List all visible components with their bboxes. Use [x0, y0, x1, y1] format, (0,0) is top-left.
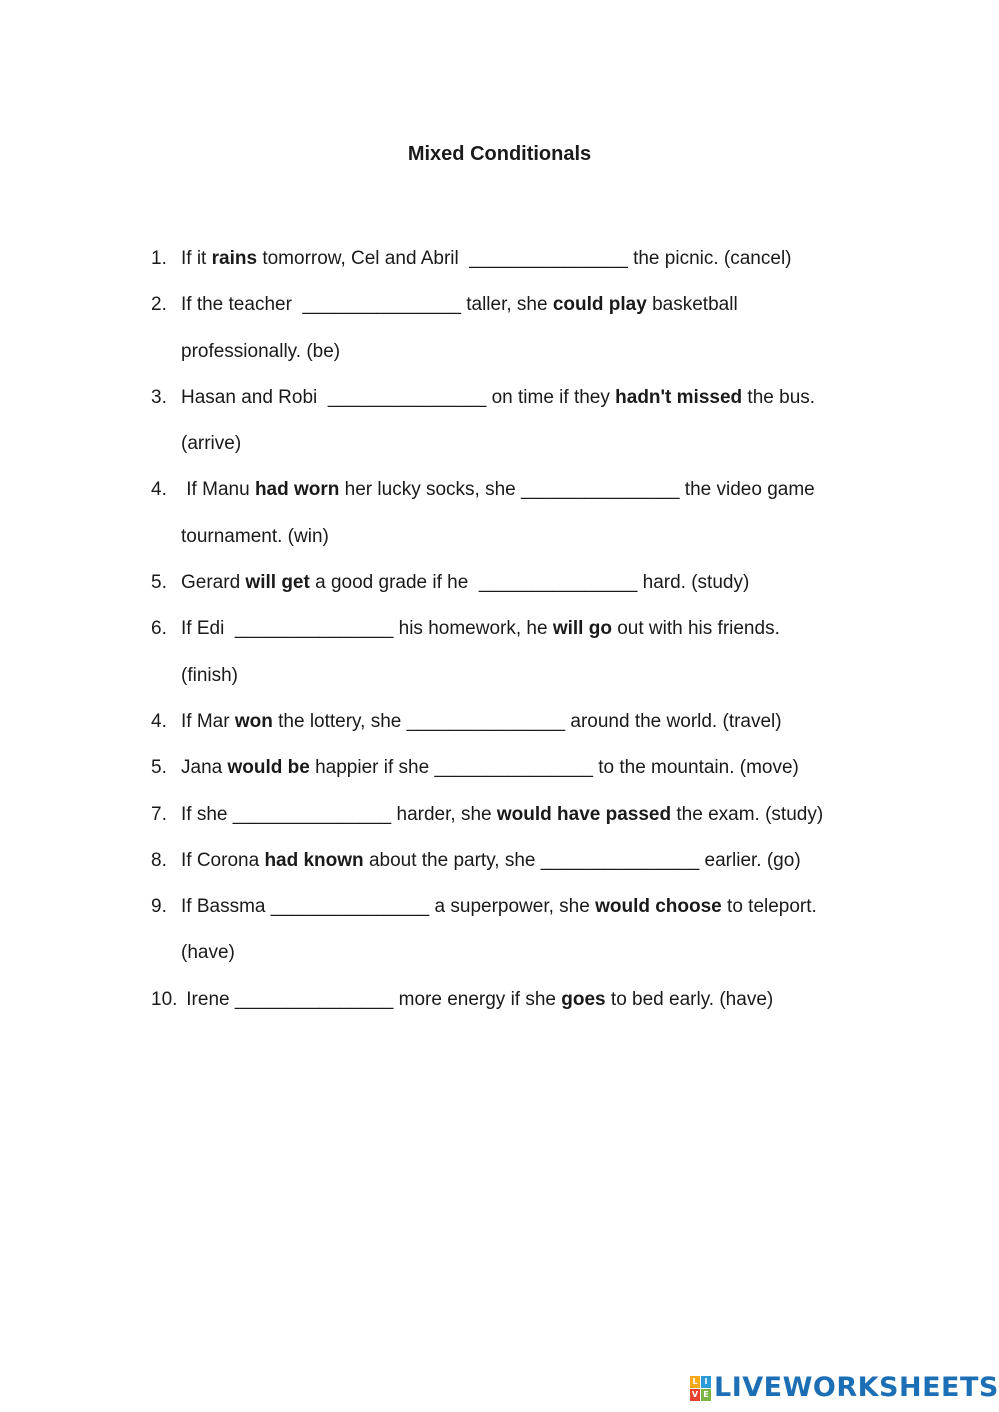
sentence-text: basketball: [646, 294, 738, 316]
question-number: 5.: [151, 757, 167, 779]
question-number: 10.: [151, 988, 178, 1010]
question-number: 9.: [151, 896, 167, 918]
question-line: [181, 329, 891, 375]
sentence-text: If Bassma _______________ a superpower, she: [181, 896, 596, 918]
verb-phrase: would have passed: [496, 803, 672, 825]
verb-phrase: had known: [264, 849, 364, 871]
verb-phrase: rains: [211, 248, 258, 269]
question-line: [181, 514, 891, 560]
question-item: [151, 699, 891, 745]
question-line: [181, 930, 891, 976]
verb-phrase: hadn't missed: [615, 386, 743, 408]
question-line: [181, 884, 891, 930]
logo-letter: I: [701, 1376, 711, 1388]
question-line: [181, 606, 891, 652]
sentence-text: to bed early. (have): [605, 988, 774, 1010]
question-item: [151, 606, 891, 699]
sentence-text: out with his friends.: [611, 618, 780, 640]
question-line: [181, 467, 891, 513]
sentence-text: (have): [181, 942, 235, 964]
question-text: [181, 375, 891, 468]
sentence-text: If Manu: [181, 479, 255, 501]
question-number: 3.: [151, 386, 167, 408]
question-text: [181, 745, 891, 791]
logo-letter: L: [690, 1376, 700, 1388]
question-number: 7.: [151, 803, 167, 825]
page-title: Mixed Conditionals: [407, 143, 592, 165]
question-text: [181, 699, 891, 745]
sentence-text: (arrive): [181, 433, 242, 455]
sentence-text: professionally. (be): [181, 340, 341, 362]
question-line: [181, 236, 891, 282]
question-text: [181, 838, 891, 884]
verb-phrase: had worn: [254, 479, 340, 501]
question-item: [151, 236, 891, 282]
question-line: [181, 838, 891, 884]
sentence-text: If she _______________ harder, she: [181, 803, 497, 825]
sentence-text: the lottery, she _______________ around the world. (travel): [272, 710, 782, 732]
sentence-text: tournament. (win): [181, 525, 329, 547]
question-line: [181, 699, 891, 745]
logo-text: LIVEWORKSHEETS: [714, 1372, 999, 1403]
question-line: [181, 560, 891, 606]
sentence-text: If Corona: [181, 849, 265, 871]
question-line: [181, 282, 891, 328]
question-number: 2.: [151, 294, 167, 316]
sentence-text: If Edi _______________ his homework, he: [181, 618, 553, 640]
question-item: [151, 375, 891, 468]
sentence-text: (finish): [181, 664, 239, 686]
question-list: [151, 236, 891, 1023]
question-line: [181, 653, 891, 699]
question-text: [181, 792, 891, 838]
question-number: 8.: [151, 849, 167, 871]
question-item: [151, 792, 891, 838]
sentence-text: Hasan and Robi _______________ on time if they: [181, 386, 616, 408]
question-line: [181, 421, 891, 467]
sentence-text: tomorrow, Cel and Abril _______________ the picnic. (cancel): [257, 248, 792, 269]
question-line: [181, 745, 891, 791]
verb-phrase: goes: [561, 988, 606, 1010]
logo-letter: E: [701, 1389, 711, 1401]
logo-mark-icon: [690, 1376, 711, 1401]
question-line: [181, 375, 891, 421]
question-number: 6.: [151, 618, 167, 640]
question-item: [151, 884, 891, 977]
sentence-text: to teleport.: [721, 896, 817, 918]
question-item: [151, 977, 891, 1023]
sentence-text: the exam. (study): [671, 803, 824, 825]
question-text: [181, 884, 891, 977]
sentence-text: Irene _______________ more energy if she: [181, 988, 562, 1010]
question-item: [151, 467, 891, 560]
question-line: [181, 792, 891, 838]
sentence-text: Gerard: [181, 572, 246, 594]
question-number: 1.: [151, 248, 167, 269]
question-item: [151, 838, 891, 884]
question-text: [181, 977, 891, 1023]
verb-phrase: won: [234, 710, 273, 732]
question-number: 4.: [151, 710, 167, 732]
verb-phrase: will get: [245, 572, 310, 594]
sentence-text: If it: [181, 248, 212, 269]
question-number: 4.: [151, 479, 167, 501]
sentence-text: happier if she _______________ to the mountain. (move): [309, 757, 799, 779]
sentence-text: Jana: [181, 757, 228, 779]
question-text: [181, 560, 891, 606]
question-text: [181, 606, 891, 699]
verb-phrase: would be: [227, 757, 310, 779]
sentence-text: her lucky socks, she _______________ the video game: [339, 479, 815, 501]
sentence-text: a good grade if he _______________ hard. (study): [309, 572, 750, 594]
question-text: [181, 282, 891, 375]
sentence-text: the bus.: [742, 386, 816, 408]
question-item: [151, 745, 891, 791]
question-item: [151, 560, 891, 606]
verb-phrase: will go: [552, 618, 612, 640]
question-number: 5.: [151, 572, 167, 594]
sentence-text: about the party, she _______________ earlier. (go): [363, 849, 801, 871]
question-text: [181, 236, 891, 282]
verb-phrase: could play: [552, 294, 647, 316]
question-item: [151, 282, 891, 375]
logo-letter: V: [691, 1389, 699, 1399]
question-text: [181, 467, 891, 560]
question-line: [181, 977, 891, 1023]
liveworksheets-logo: [690, 1374, 999, 1402]
verb-phrase: would choose: [595, 896, 722, 918]
sentence-text: If Mar: [181, 710, 235, 732]
sentence-text: If the teacher _______________ taller, she: [181, 294, 553, 316]
